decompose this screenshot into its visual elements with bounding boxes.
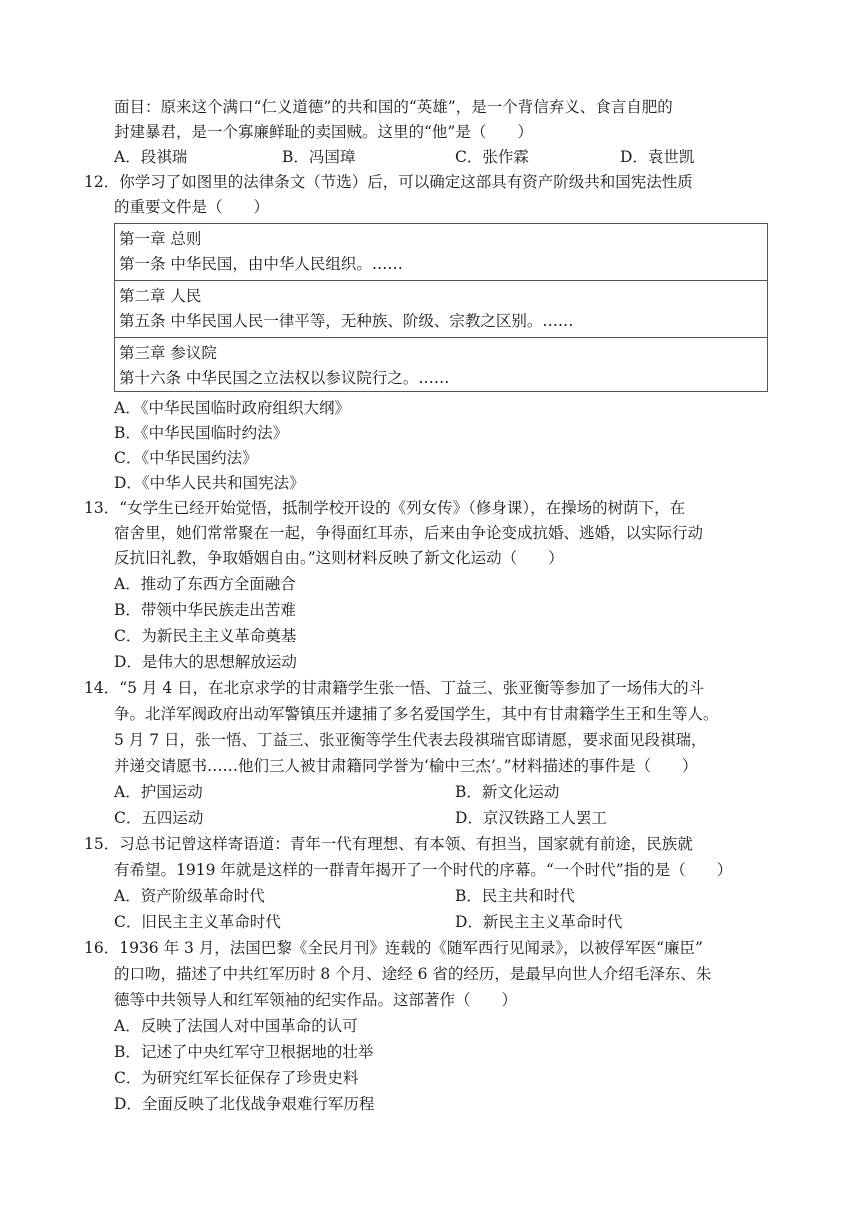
law-excerpt-table — [114, 223, 768, 392]
option-c[interactable]: C．为研究红军长征保存了珍贵史料 — [114, 1069, 359, 1087]
article-text: 第十六条 中华民国之立法权以参议院行之。…… — [119, 369, 450, 387]
question-13-stem: 13．“女学生已经开始觉悟，抵制学校开设的《列女传》（修身课），在操场的树荫下，在 — [84, 499, 686, 517]
option-a[interactable]: A．《中华民国临时政府组织大纲》 — [114, 399, 350, 417]
question-16-stem: 16．1936 年 3 月，法国巴黎《全民月刊》连载的《随军西行见闻录》，以被俘军医“廉臣” — [84, 939, 703, 957]
option-c[interactable]: C．旧民主主义革命时代 — [114, 913, 281, 931]
option-c[interactable]: C．《中华民国约法》 — [114, 449, 258, 467]
option-d[interactable]: D．新民主主义革命时代 — [455, 913, 623, 931]
chapter-title: 第一章 总则 — [119, 230, 202, 248]
question-15-stem: 15．习总书记曾这样寄语道：青年一代有理想、有本领、有担当，国家就有前途，民族就 — [84, 835, 693, 853]
option-b[interactable]: B．记述了中央红军守卫根据地的壮举 — [114, 1043, 374, 1061]
chapter-title: 第三章 参议院 — [119, 344, 217, 362]
option-b[interactable]: B．《中华民国临时约法》 — [114, 424, 289, 442]
option-b[interactable]: B．冯国璋 — [282, 148, 356, 166]
chapter-title: 第二章 人民 — [119, 287, 202, 305]
option-d[interactable]: D．京汉铁路工人罢工 — [455, 809, 607, 827]
option-c[interactable]: C．为新民主主义革命奠基 — [114, 627, 297, 645]
question-14-line: 并递交请愿书……他们三人被甘肃籍同学誉为‘榆中三杰’。”材料描述的事件是（ ） — [114, 757, 698, 775]
option-b[interactable]: B．带领中华民族走出苦难 — [114, 601, 296, 619]
option-d[interactable]: D．袁世凯 — [620, 148, 695, 166]
option-c[interactable]: C．张作霖 — [455, 148, 529, 166]
question-12-line: 的重要文件是（ ） — [114, 198, 270, 216]
option-a[interactable]: A．推动了东西方全面融合 — [114, 575, 296, 593]
option-d[interactable]: D．全面反映了北伐战争艰难行军历程 — [114, 1095, 375, 1113]
option-a[interactable]: A．段祺瑞 — [114, 148, 188, 166]
option-d[interactable]: D．是伟大的思想解放运动 — [114, 653, 297, 671]
question-11-line: 封建暴君，是一个寡廉鲜耻的卖国贼。这里的“他”是（ ） — [114, 123, 533, 141]
option-d[interactable]: D．《中华人民共和国宪法》 — [114, 474, 305, 492]
table-row — [115, 280, 767, 337]
question-16-line: 德等中共领导人和红军领袖的纪实作品。这部著作（ ） — [114, 991, 518, 1009]
question-12-stem: 12．你学习了如图里的法律条文（节选）后，可以确定这部具有资产阶级共和国宪法性质 — [84, 173, 693, 191]
option-a[interactable]: A．反映了法国人对中国革命的认可 — [114, 1017, 358, 1035]
option-b[interactable]: B．民主共和时代 — [455, 887, 575, 905]
table-row — [115, 337, 767, 393]
question-13-line: 反抗旧礼教，争取婚姻自由。”这则材料反映了新文化运动（ ） — [114, 549, 564, 567]
question-14-line: 5 月 7 日，张一悟、丁益三、张亚衡等学生代表去段祺瑞官邸请愿，要求面见段祺瑞， — [114, 731, 707, 749]
option-a[interactable]: A．资产阶级革命时代 — [114, 887, 265, 905]
option-b[interactable]: B．新文化运动 — [455, 783, 560, 801]
option-c[interactable]: C．五四运动 — [114, 809, 204, 827]
article-text: 第五条 中华民国人民一律平等，无种族、阶级、宗教之区别。…… — [119, 312, 574, 330]
question-14-line: 争。北洋军阀政府出动军警镇压并逮捕了多名爱国学生，其中有甘肃籍学生王和生等人。 — [114, 705, 719, 723]
question-11-line: 面目：原来这个满口“仁义道德”的共和国的“英雄”，是一个背信弃义、食言自肥的 — [114, 98, 673, 116]
table-row — [115, 224, 767, 280]
article-text: 第一条 中华民国，由中华人民组织。…… — [119, 255, 403, 273]
question-16-line: 的口吻，描述了中共红军历时 8 个月、途经 6 省的经历，是最早向世人介绍毛泽东、朱 — [114, 965, 712, 983]
question-14-stem: 14．“5 月 4 日，在北京求学的甘肃籍学生张一悟、丁益三、张亚衡等参加了一场伟大的斗 — [84, 679, 705, 697]
option-a[interactable]: A．护国运动 — [114, 783, 203, 801]
question-13-line: 宿舍里，她们常常聚在一起，争得面红耳赤，后来由争论变成抗婚、逃婚，以实际行动 — [114, 524, 704, 542]
question-15-line: 有希望。1919 年就是这样的一群青年揭开了一个时代的序幕。“一个时代”指的是（ ） — [114, 861, 733, 879]
